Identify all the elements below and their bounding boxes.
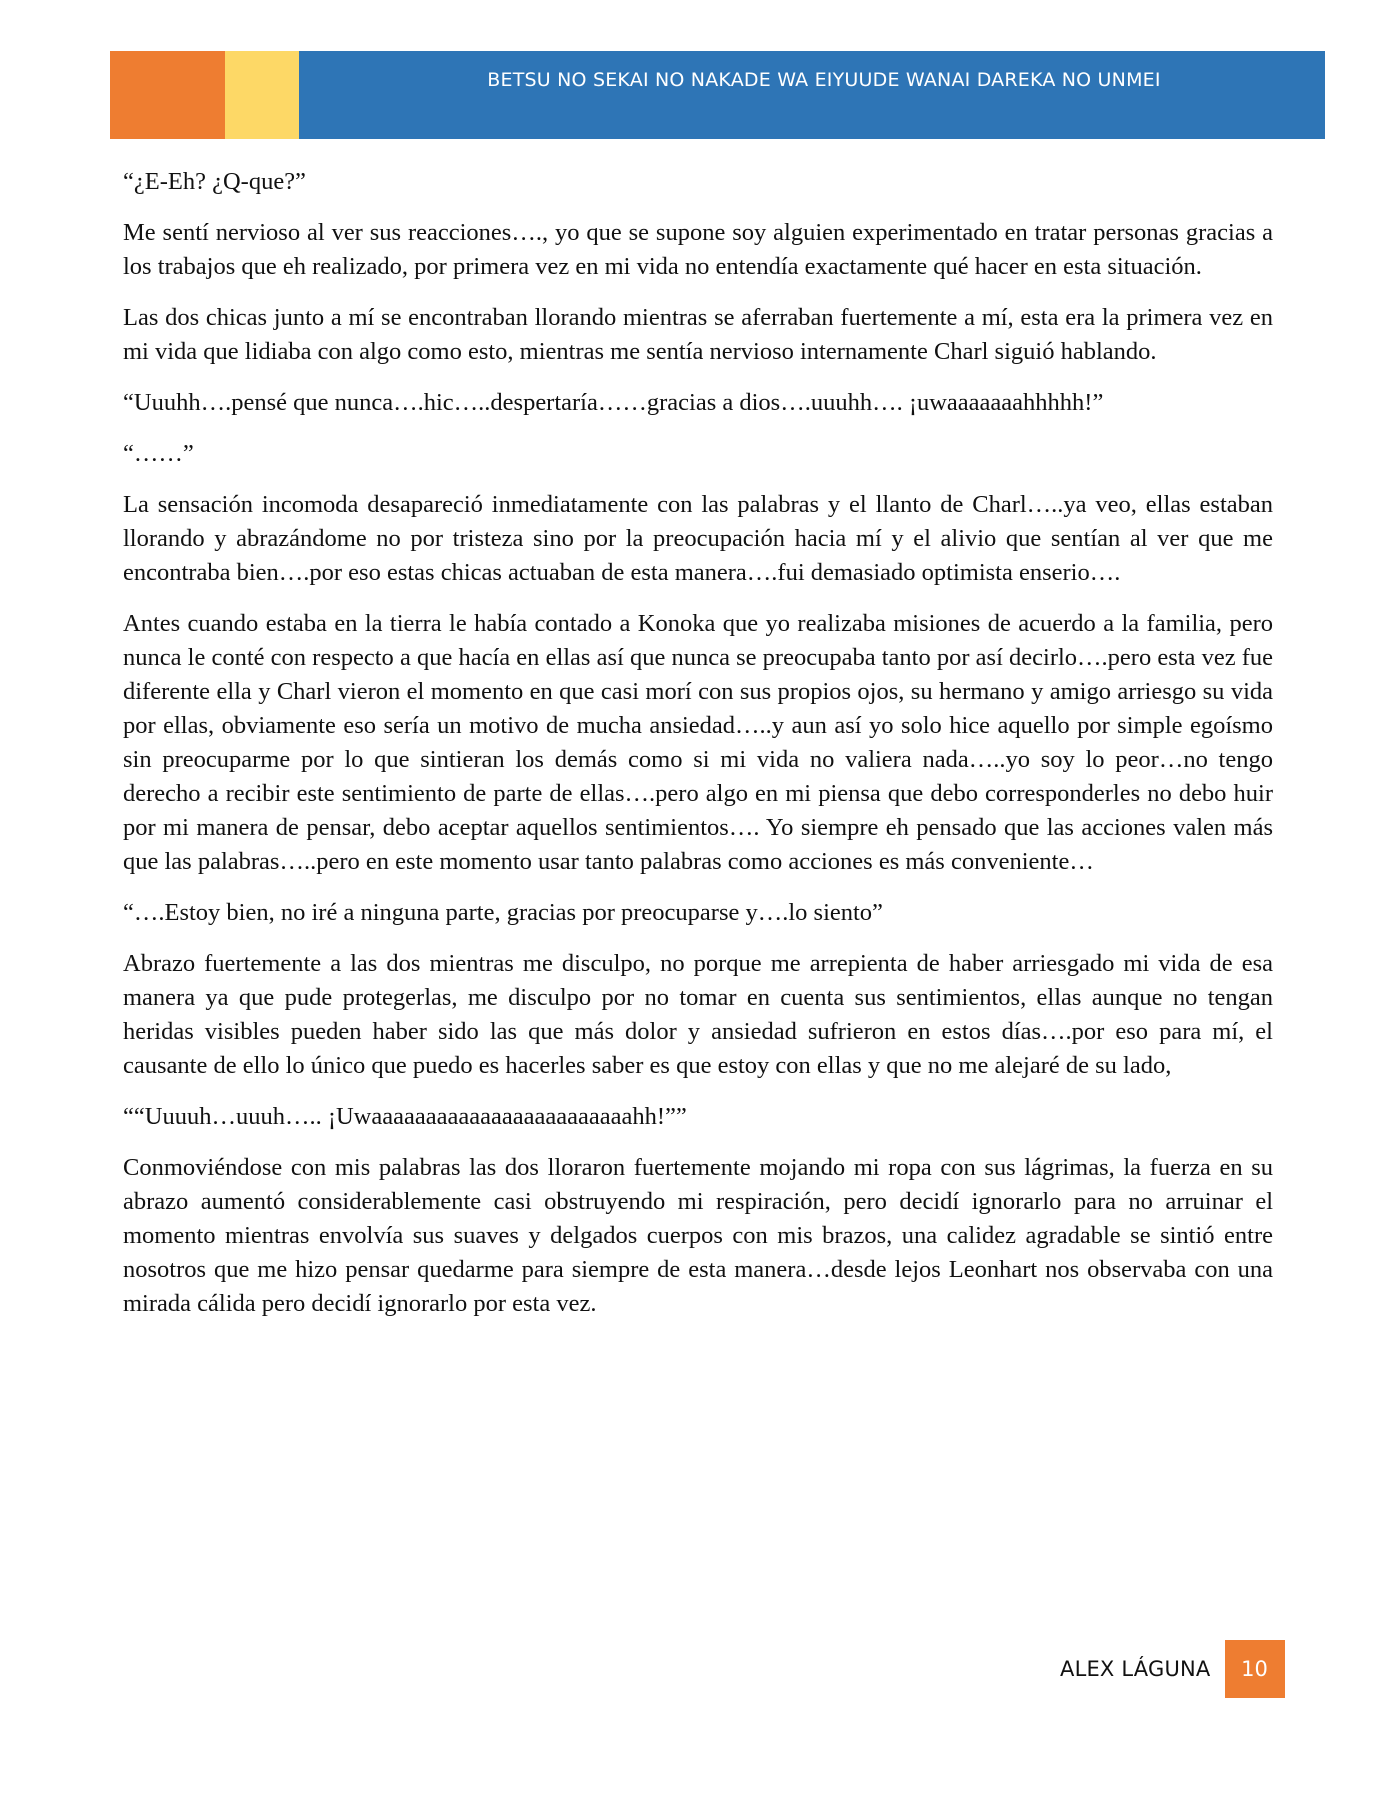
paragraph: Antes cuando estaba en la tierra le había contado a Konoka que yo realizaba misiones de acuerdo a la familia, pero nunca le conté con respecto a que hacía en ellas así que nunca se preocupaba tanto por así decirlo….pero esta vez fue diferente ella y Charl vieron el momento en que casi morí con sus propios ojos, su hermano y amigo arriesgo su vida por ellas, obviamente eso sería un motivo de mucha ansiedad…..y aun así yo solo hice aquello por simple egoísmo sin preocuparme por lo que sintieran los demás como si mi vida no valiera nada…..yo soy lo peor…no tengo derecho a recibir este sentimiento de parte de ellas….pero algo en mi piensa que debo corresponderles no debo huir por mi manera de pensar, debo aceptar aquellos sentimientos…. Yo siempre eh pensado que las acciones valen más que las palabras…..pero en este momento usar tanto palabras como acciones es más conveniente…	[123, 610, 1273, 875]
page-header	[110, 51, 1325, 139]
paragraph-dialog: “….Estoy bien, no iré a ninguna parte, gracias por preocuparse y….lo siento”	[123, 899, 883, 926]
header-orange-block	[110, 51, 225, 139]
page-number-badge: 10	[1225, 1640, 1285, 1698]
header-yellow-block	[225, 51, 299, 139]
paragraph-dialog: ““Uuuuh…uuuh….. ¡Uwaaaaaaaaaaaaaaaaaaaaaaaahh!””	[123, 1103, 687, 1130]
page-footer	[1060, 1640, 1285, 1698]
paragraph: Las dos chicas junto a mí se encontraban llorando mientras se aferraban fuertemente a mí, esta era la primera vez en mi vida que lidiaba con algo como esto, mientras me sentía nervioso internamente Charl siguió hablando.	[123, 304, 1273, 365]
paragraph-dialog: “Uuuhh….pensé que nunca….hic…..despertaría……gracias a dios….uuuhh…. ¡uwaaaaaaahhhhh!”	[123, 389, 1104, 416]
paragraph: La sensación incomoda desapareció inmediatamente con las palabras y el llanto de Charl…..ya veo, ellas estaban llorando y abrazándome no por tristeza sino por la preocupación hacia mí y el alivio que sentían al ver que me encontraba bien….por eso estas chicas actuaban de esta manera….fui demasiado optimista enserio….	[123, 491, 1273, 586]
author-name: ALEX LÁGUNA	[1060, 1657, 1211, 1681]
header-title-bar	[299, 51, 1325, 139]
paragraph: Me sentí nervioso al ver sus reacciones…., yo que se supone soy alguien experimentado en tratar personas gracias a los trabajos que eh realizado, por primera vez en mi vida no entendía exactamente qué hacer en esta situación.	[123, 219, 1273, 280]
paragraph-dialog: “……”	[123, 440, 194, 467]
paragraph: Abrazo fuertemente a las dos mientras me disculpo, no porque me arrepienta de haber arriesgado mi vida de esa manera ya que pude protegerlas, me disculpo por no tomar en cuenta sus sentimientos, ellas aunque no tengan heridas visibles pueden haber sido las que más dolor y ansiedad sufrieron en estos días….por eso para mí, el causante de ello lo único que puedo es hacerles saber es que estoy con ellas y que no me alejaré de su lado,	[123, 950, 1273, 1079]
paragraph: Conmoviéndose con mis palabras las dos lloraron fuertemente mojando mi ropa con sus lágrimas, la fuerza en su abrazo aumentó considerablemente casi obstruyendo mi respiración, pero decidí ignorarlo para no arruinar el momento mientras envolvía sus suaves y delgados cuerpos con mis brazos, una calidez agradable se sintió entre nosotros que me hizo pensar quedarme para siempre de esta manera…desde lejos Leonhart nos observaba con una mirada cálida pero decidí ignorarlo por esta vez.	[123, 1154, 1273, 1317]
document-body	[123, 165, 1273, 1338]
paragraph-dialog: “¿E-Eh? ¿Q-que?”	[123, 168, 306, 195]
book-title: BETSU NO SEKAI NO NAKADE WA EIYUUDE WANAI DAREKA NO UNMEI	[487, 69, 1161, 91]
